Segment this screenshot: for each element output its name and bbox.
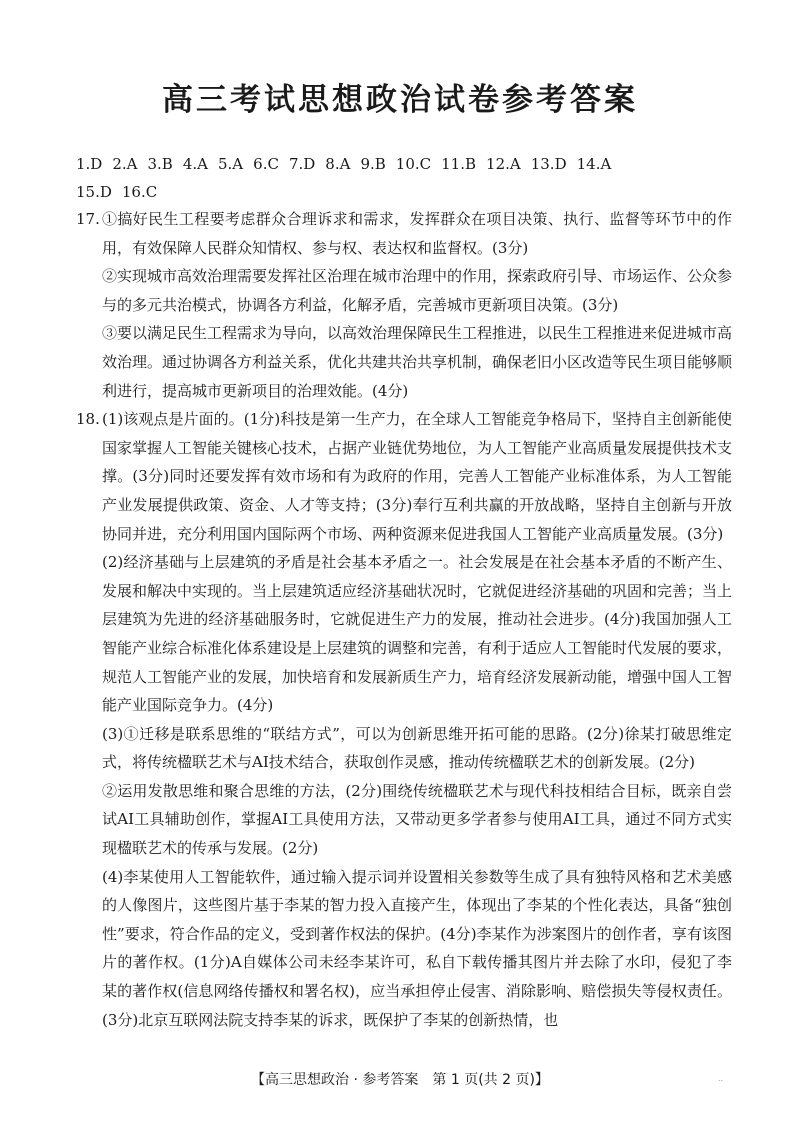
mc-answer: 2.A — [112, 155, 138, 173]
question-17 — [76, 205, 732, 405]
page-title: 高三考试思想政治试卷参考答案 — [162, 82, 638, 118]
mc-answer: 8.A — [325, 155, 351, 173]
footer-mark: .. — [718, 1074, 724, 1083]
q18-part-3-b: ②运用发散思维和聚合思维的方法，(2分)围绕传统楹联艺术与现代科技相结合目标，既亲自尝试AI工具辅助创作，掌握AI工具使用方法，又带动更多学者参与使用AI工具，通过不同方式实现楹联艺术的传承与发展。(2分) — [102, 781, 732, 858]
mc-answer: 5.A — [218, 155, 244, 173]
mc-answer: 14.A — [576, 155, 612, 173]
mc-answer: 16.C — [121, 183, 158, 201]
q18-part-3-a: (3)①迁移是联系思维的“联结方式”，可以为创新思维开拓可能的思路。(2分)徐某打破思维定式，将传统楹联艺术与AI技术结合，获取创作灵感，推动传统楹联艺术的创新发展。(2分) — [102, 724, 732, 772]
mc-answer: 3.B — [147, 155, 173, 173]
question-18-number: 18. — [76, 410, 100, 429]
page-footer: 【高三思想政治 · 参考答案 第 1 页(共 2 页)】 — [251, 1072, 549, 1088]
question-17-number: 17. — [76, 210, 100, 228]
mc-answer: 7.D — [288, 155, 316, 173]
q17-point-1: ①搞好民生工程要考虑群众合理诉求和需求，发挥群众在项目决策、执行、监督等环节中的作用，有效保障人民群众知情权、参与权、表达权和监督权。(3分) — [102, 210, 732, 257]
answer-body — [76, 205, 732, 1034]
q17-point-3: ③要以满足民生工程需求为导向，以高效治理保障民生工程推进，以民生工程推进来促进城市高效治理。通过协调各方利益关系，优化共建共治共享机制，确保老旧小区改造等民生项目能够顺利进行，提高城市更新项目的治理效能。(4分) — [102, 324, 733, 400]
mc-answer: 10.C — [395, 155, 432, 173]
question-18 — [76, 405, 732, 1034]
mc-answer: 13.D — [530, 155, 567, 173]
mc-answer: 4.A — [182, 155, 208, 173]
q18-part-1: (1)该观点是片面的。(1分)科技是第一生产力，在全球人工智能竞争格局下，坚持自主创新能使国家掌握人工智能关键核心技术，占据产业链优势地位，为人工智能产业高质量发展提供技术支撑。(3分)同时还要发挥有效市场和有为政府的作用，完善人工智能产业标准体系，为人工智能产业发展提供政策、资金、人才等支持；(3分)奉行互利共赢的开放战略，坚持自主创新与开放协同并进，充分利用国内国际两个市场、两种资源来促进我国人工智能产业高质量发展。(3分) — [102, 410, 733, 543]
q18-part-2: (2)经济基础与上层建筑的矛盾是社会基本矛盾之一。社会发展是在社会基本矛盾的不断产生、发展和解决中实现的。当上层建筑适应经济基础状况时，它就促进经济基础的巩固和完善；当上层建筑为先进的经济基础服务时，它就促进生产力的发展，推动社会进步。(4分)我国加强人工智能产业综合标准化体系建设是上层建筑的调整和完善，有利于适应人工智能时代发展的要求，规范人工智能产业的发展，加快培育和发展新质生产力，培育经济发展新动能，增强中国人工智能产业国际竞争力。(4分) — [102, 553, 733, 715]
mc-answer: 1.D — [76, 155, 103, 173]
mc-answer: 11.B — [441, 155, 477, 173]
q17-point-2: ②实现城市高效治理需要发挥社区治理在城市治理中的作用，探索政府引导、市场运作、公众参与的多元共治模式，协调各方利益，化解矛盾，完善城市更新项目决策。(3分) — [102, 267, 733, 314]
multiple-choice-answers — [76, 150, 736, 206]
mc-answer: 12.A — [486, 155, 521, 173]
q18-part-4: (4)李某使用人工智能软件，通过输入提示词并设置相关参数等生成了具有独特风格和艺术美感的人像图片，这些图片基于李某的智力投入直接产生，体现出了李某的个性化表达，具备“独创性”要求，符合作品的定义，受到著作权法的保护。(4分)李某作为涉案图片的创作者，享有该图片的著作权。(1分)A自媒体公司未经李某许可，私自下载传播其图片并去除了水印，侵犯了李某的著作权(信息网络传播权和署名权)，应当承担停止侵害、消除影响、赔偿损失等侵权责任。(3分)北京互联网法院支持李某的诉求，既保护了李某的创新热情，也 — [102, 867, 732, 1029]
mc-answer: 9.B — [360, 155, 386, 173]
mc-answer: 6.C — [253, 155, 279, 173]
mc-answer: 15.D — [76, 183, 112, 201]
mc-answers-line-2 — [76, 178, 736, 206]
mc-answers-line-1 — [76, 150, 736, 178]
